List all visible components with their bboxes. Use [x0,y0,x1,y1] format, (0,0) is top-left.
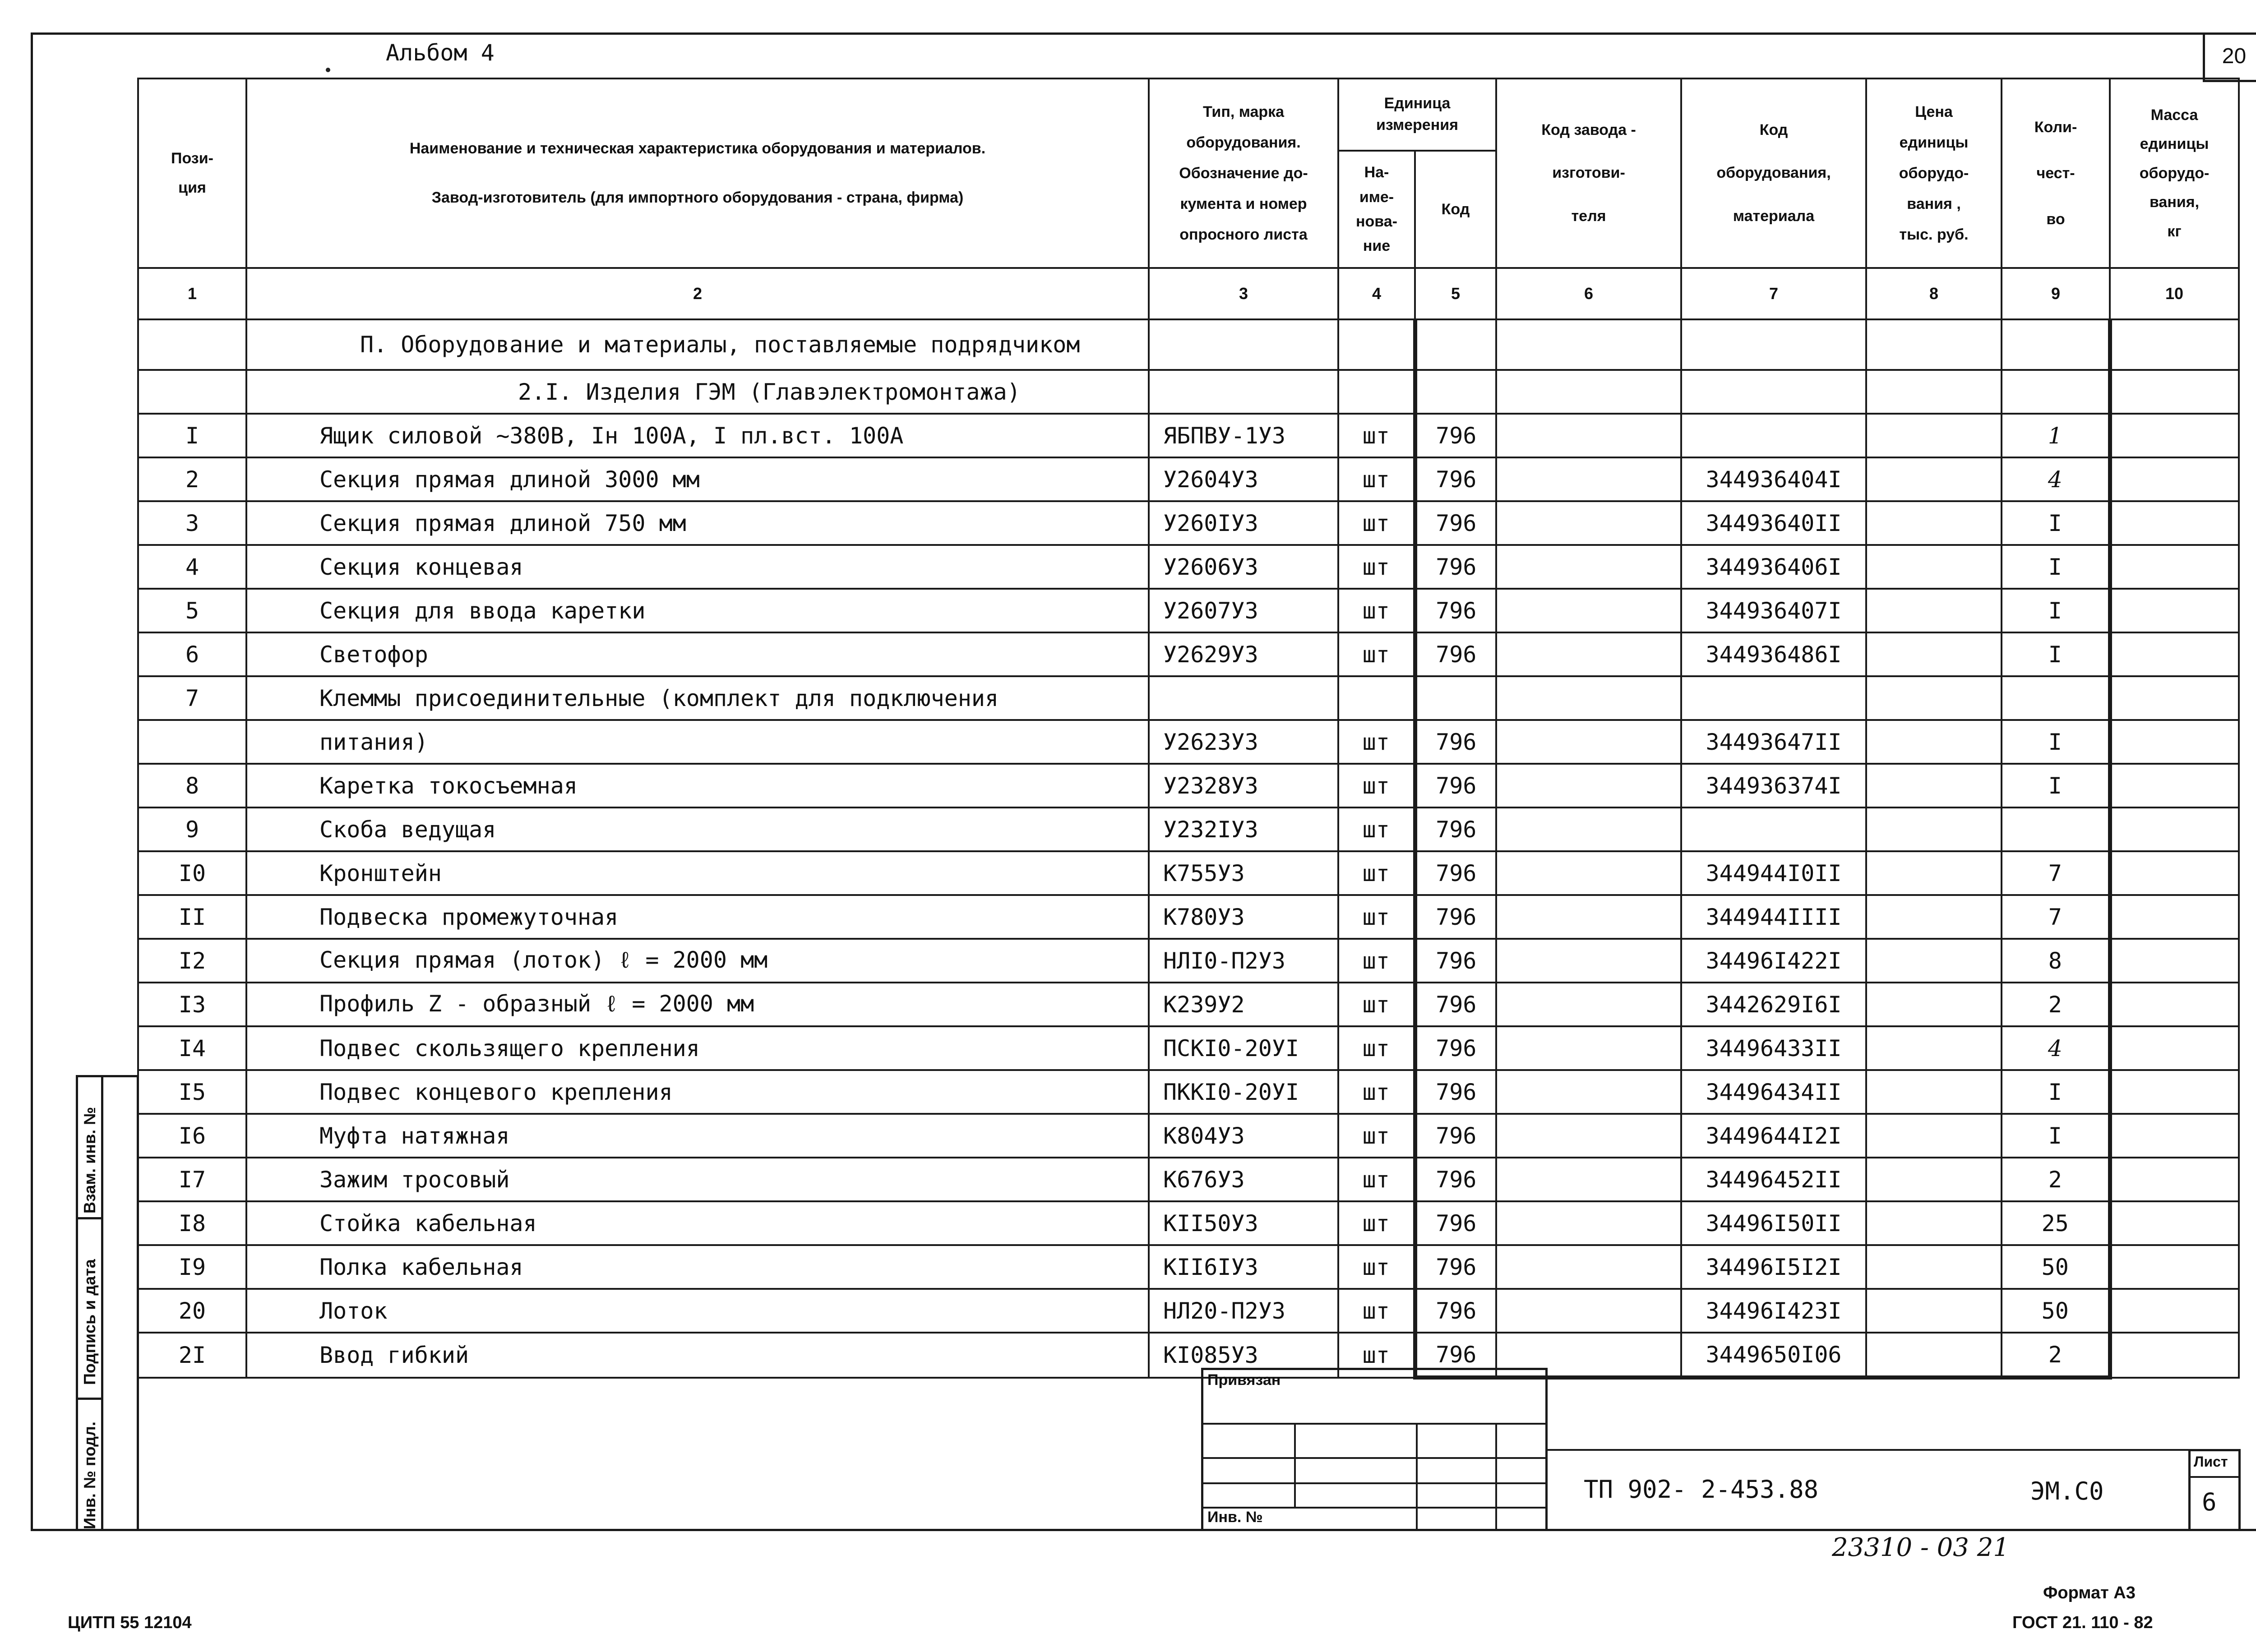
cell-type: У232IУ3 [1149,808,1338,851]
table-body [138,319,2239,1378]
cell-type: К755У3 [1149,851,1338,895]
cell-item_code: 34493640II [1681,501,1866,545]
table-row [138,808,2239,851]
cell-code: 796 [1415,632,1496,676]
cell-name: Секция прямая длиной 3000 мм [246,457,1149,501]
cell-qty: 2 [2002,1158,2110,1201]
cell-type: У260IУ3 [1149,501,1338,545]
cell-code: 796 [1415,545,1496,589]
cell-type: К804У3 [1149,1114,1338,1158]
cell-pos: 9 [138,808,246,851]
cell-unit: шт [1338,457,1415,501]
cell-mass [2110,1201,2239,1245]
document-mark: ЭМ.С0 [2030,1477,2104,1505]
cell-mass [2110,545,2239,589]
cell-type: К780У3 [1149,895,1338,939]
cell-type: ЯБПВУ-1У3 [1149,414,1338,457]
cell-qty: 7 [2002,895,2110,939]
table-row [138,676,2239,720]
cell-name: Лоток [246,1289,1149,1333]
format-label: Формат А3 [2043,1583,2136,1602]
cell-plant [1496,764,1681,808]
cell-type: КI085У3 [1149,1333,1338,1378]
cell-qty: 2 [2002,1333,2110,1378]
cell-qty: 50 [2002,1245,2110,1289]
table-row [138,1333,2239,1378]
cell-item_code: 3449650I06 [1681,1333,1866,1378]
cell-pos: I6 [138,1114,246,1158]
cell-item_code: 344936404I [1681,457,1866,501]
cell-price [1866,1333,2002,1378]
cell-mass [2110,1158,2239,1201]
cell-item_code: 34496I50II [1681,1201,1866,1245]
cell-mass [2110,414,2239,457]
cell-unit: шт [1338,1114,1415,1158]
cell-code: 796 [1415,1333,1496,1378]
cell-item_code [1681,676,1866,720]
cell-item_code: 34496I423I [1681,1289,1866,1333]
cell-code: 796 [1415,457,1496,501]
colnum-8: 8 [1866,268,2002,319]
cell-mass [2110,1114,2239,1158]
cell-plant [1496,501,1681,545]
cell-price [1866,1201,2002,1245]
cell-plant [1496,545,1681,589]
cell-pos: I [138,414,246,457]
header-unit-code: Код [1415,151,1496,268]
cell-unit: шт [1338,1333,1415,1378]
cell-plant [1496,589,1681,632]
cell-qty: I [2002,501,2110,545]
cell-type: К676У3 [1149,1158,1338,1201]
cell-type: КII50У3 [1149,1201,1338,1245]
cell-plant [1496,1289,1681,1333]
table-row [138,895,2239,939]
cell-pos: I5 [138,1070,246,1114]
label-vzam: Взам. инв. № [80,1107,99,1214]
cell-name: Секция для ввода каретки [246,589,1149,632]
cell-unit: шт [1338,851,1415,895]
cell-item_code: 34493647II [1681,720,1866,764]
cell-unit: шт [1338,983,1415,1026]
cell-plant [1496,1026,1681,1070]
cell-price [1866,808,2002,851]
table-row [138,851,2239,895]
cell-mass [2110,983,2239,1026]
header-quantity: Коли- чест- во [2002,78,2110,268]
cell-pos: 20 [138,1289,246,1333]
cell-unit [1338,676,1415,720]
cell-mass [2110,1289,2239,1333]
table-row [138,1026,2239,1070]
cell-name: Кронштейн [246,851,1149,895]
cell-name: питания) [246,720,1149,764]
cell-item_code: 34496434II [1681,1070,1866,1114]
cell-price [1866,501,2002,545]
sheet-label: Лист [2194,1454,2228,1470]
cell-unit: шт [1338,764,1415,808]
cell-item_code: 34496433II [1681,1026,1866,1070]
cell-plant [1496,983,1681,1026]
cell-qty: I [2002,1114,2110,1158]
cell-price [1866,983,2002,1026]
cell-mass [2110,501,2239,545]
cell-mass [2110,1333,2239,1378]
cell-unit: шт [1338,414,1415,457]
cell-pos: I9 [138,1245,246,1289]
cell-name: Секция прямая (лоток) ℓ = 2000 мм [246,939,1149,983]
cell-type: У2629У3 [1149,632,1338,676]
cell-qty: I [2002,764,2110,808]
gost-label: ГОСТ 21. 110 - 82 [2012,1613,2153,1632]
label-podpis: Подпись и дата [80,1259,99,1385]
cell-item_code: 3442629I6I [1681,983,1866,1026]
cell-price [1866,1289,2002,1333]
cell-price [1866,676,2002,720]
cell-name: Секция прямая длиной 750 мм [246,501,1149,545]
cell-mass [2110,457,2239,501]
cell-mass [2110,1070,2239,1114]
cell-unit: шт [1338,808,1415,851]
cell-pos: I0 [138,851,246,895]
cell-code: 796 [1415,1289,1496,1333]
table-row [138,501,2239,545]
cell-pos: I8 [138,1201,246,1245]
cell-code: 796 [1415,720,1496,764]
colnum-5: 5 [1415,268,1496,319]
archive-number: 23310 - 03 21 [1832,1533,2009,1562]
cell-code [1415,676,1496,720]
cell-plant [1496,808,1681,851]
cell-mass [2110,676,2239,720]
cell-code: 796 [1415,808,1496,851]
cell-qty: I [2002,1070,2110,1114]
cell-code: 796 [1415,1026,1496,1070]
cell-mass [2110,1026,2239,1070]
table-row [138,1114,2239,1158]
cell-plant [1496,720,1681,764]
specification-table [137,78,2240,1382]
cell-pos: II [138,895,246,939]
subsection-row [138,370,2239,414]
cell-name: Подвес концевого крепления [246,1070,1149,1114]
cell-pos: 5 [138,589,246,632]
table-row [138,1158,2239,1201]
cell-type: НЛ20-П2У3 [1149,1289,1338,1333]
ink-dot [326,68,330,72]
cell-name: Стойка кабельная [246,1201,1149,1245]
cell-unit: шт [1338,501,1415,545]
header-item-code: Код оборудования, материала [1681,78,1866,268]
cell-mass [2110,589,2239,632]
cell-code: 796 [1415,983,1496,1026]
cell-code: 796 [1415,764,1496,808]
header-plant-code: Код завода - изготови- теля [1496,78,1681,268]
cell-qty: I [2002,632,2110,676]
cell-unit: шт [1338,1289,1415,1333]
cell-mass [2110,895,2239,939]
cell-mass [2110,764,2239,808]
cell-name: Муфта натяжная [246,1114,1149,1158]
cell-unit: шт [1338,939,1415,983]
cell-pos: I7 [138,1158,246,1201]
cell-unit: шт [1338,720,1415,764]
cell-name: Ввод гибкий [246,1333,1149,1378]
cell-item_code: 34496I5I2I [1681,1245,1866,1289]
page-number: 20 [2203,32,2256,82]
cell-pos: 2I [138,1333,246,1378]
cell-price [1866,457,2002,501]
cell-pos: 8 [138,764,246,808]
cell-type: У2604У3 [1149,457,1338,501]
cell-mass [2110,720,2239,764]
cell-qty: 4 [2002,1026,2110,1070]
cell-item_code: 34496I422I [1681,939,1866,983]
cell-pos [138,720,246,764]
table-row [138,720,2239,764]
colnum-2: 2 [246,268,1149,319]
cell-item_code: 344936407I [1681,589,1866,632]
cintp-label: ЦИТП 55 12104 [68,1613,192,1632]
cell-price [1866,589,2002,632]
cell-price [1866,1158,2002,1201]
cell-pos: 4 [138,545,246,589]
cell-plant [1496,414,1681,457]
cell-unit: шт [1338,632,1415,676]
cell-qty: 50 [2002,1289,2110,1333]
header-unit: Единица измерения [1338,78,1496,151]
cell-code: 796 [1415,1114,1496,1158]
cell-item_code: 344944I0II [1681,851,1866,895]
header-mass: Масса единицы оборудо- вания, кг [2110,78,2239,268]
cell-pos: 6 [138,632,246,676]
table-tail [138,1378,2239,1382]
cell-code: 796 [1415,589,1496,632]
cell-name: Клеммы присоединительные (комплект для подключения [246,676,1149,720]
cell-pos: I4 [138,1026,246,1070]
cell-item_code [1681,414,1866,457]
cell-pos: I2 [138,939,246,983]
cell-plant [1496,457,1681,501]
cell-price [1866,851,2002,895]
colnum-7: 7 [1681,268,1866,319]
cell-name: Подвеска промежуточная [246,895,1149,939]
cell-plant [1496,939,1681,983]
cell-name: Ящик силовой ~380В, Iн 100А, I пл.вст. 100А [246,414,1149,457]
cell-unit: шт [1338,1201,1415,1245]
cell-type: У2623У3 [1149,720,1338,764]
cell-code: 796 [1415,1201,1496,1245]
colnum-6: 6 [1496,268,1681,319]
table-row [138,545,2239,589]
table-row [138,457,2239,501]
cell-name: Профиль Z - образный ℓ = 2000 мм [246,983,1149,1026]
cell-name: Светофор [246,632,1149,676]
table-row [138,1289,2239,1333]
cell-unit: шт [1338,545,1415,589]
album-label: Альбом 4 [386,40,495,66]
table-row [138,632,2239,676]
cell-unit: шт [1338,1158,1415,1201]
cell-type: ПККI0-20УI [1149,1070,1338,1114]
cell-type: К239У2 [1149,983,1338,1026]
cell-item_code: 344944IIII [1681,895,1866,939]
header-position: Пози- ция [138,78,246,268]
cell-price [1866,1026,2002,1070]
table-row [138,414,2239,457]
cell-qty [2002,676,2110,720]
header-price: Цена единицы оборудо- вания , тыс. руб. [1866,78,2002,268]
cell-name: Зажим тросовый [246,1158,1149,1201]
cell-unit: шт [1338,1026,1415,1070]
cell-price [1866,895,2002,939]
cell-mass [2110,851,2239,895]
cell-qty: I [2002,589,2110,632]
header-unit-name: На- име- нова- ние [1338,151,1415,268]
cell-name: Скоба ведущая [246,808,1149,851]
cell-qty: 7 [2002,851,2110,895]
cell-name: Полка кабельная [246,1245,1149,1289]
cell-item_code: 3449644I2I [1681,1114,1866,1158]
colnum-4: 4 [1338,268,1415,319]
cell-plant [1496,1201,1681,1245]
table-row [138,1201,2239,1245]
cell-code: 796 [1415,895,1496,939]
cell-item_code: 34496452II [1681,1158,1866,1201]
cell-item_code [1681,808,1866,851]
table-row [138,764,2239,808]
cell-name: Подвес скользящего крепления [246,1026,1149,1070]
cell-code: 796 [1415,851,1496,895]
cell-code: 796 [1415,1245,1496,1289]
colnum-9: 9 [2002,268,2110,319]
sheet-number: 6 [2202,1488,2217,1516]
cell-pos: I3 [138,983,246,1026]
cell-name: Каретка токосъемная [246,764,1149,808]
cell-qty: 8 [2002,939,2110,983]
cell-name: Секция концевая [246,545,1149,589]
cell-price [1866,545,2002,589]
cell-qty: I [2002,545,2110,589]
colnum-1: 1 [138,268,246,319]
cell-price [1866,720,2002,764]
cell-item_code: 344936406I [1681,545,1866,589]
table-row [138,589,2239,632]
side-divider [101,1075,103,1531]
cell-plant [1496,895,1681,939]
cell-price [1866,1070,2002,1114]
cell-plant [1496,1245,1681,1289]
cell-unit: шт [1338,589,1415,632]
cell-plant [1496,851,1681,895]
cell-plant [1496,676,1681,720]
cell-pos: 7 [138,676,246,720]
cell-code: 796 [1415,939,1496,983]
cell-plant [1496,1158,1681,1201]
cell-mass [2110,1245,2239,1289]
cell-item_code: 344936486I [1681,632,1866,676]
table-row [138,1070,2239,1114]
cell-code: 796 [1415,1158,1496,1201]
table-row [138,1245,2239,1289]
cell-code: 796 [1415,501,1496,545]
cell-qty: 4 [2002,457,2110,501]
inv-no-label: Инв. № [1207,1509,1263,1526]
header-type: Тип, марка оборудования. Обозначение до- кумента и номер опросного листа [1149,78,1338,268]
cell-price [1866,939,2002,983]
cell-unit: шт [1338,895,1415,939]
cell-plant [1496,1070,1681,1114]
privyazan-label: Привязан [1207,1371,1281,1389]
cell-mass [2110,632,2239,676]
cell-price [1866,1114,2002,1158]
section-row [138,319,2239,370]
subsection-title: 2.I. Изделия ГЭМ (Главэлектромонтажа) [246,370,1149,414]
cell-code: 796 [1415,1070,1496,1114]
cell-qty: 2 [2002,983,2110,1026]
cell-type: ПСКI0-20УI [1149,1026,1338,1070]
cell-type: НЛI0-П2У3 [1149,939,1338,983]
colnum-3: 3 [1149,268,1338,319]
label-inv: Инв. № подл. [80,1421,99,1529]
cell-price [1866,764,2002,808]
cell-qty [2002,808,2110,851]
cell-price [1866,414,2002,457]
cell-unit: шт [1338,1070,1415,1114]
cell-price [1866,1245,2002,1289]
header-name: Наименование и техническая характеристика оборудования и материалов. Завод-изготовитель (для импортного оборудования - страна, фирма) [246,78,1149,268]
cell-price [1866,632,2002,676]
table-row [138,939,2239,983]
cell-plant [1496,632,1681,676]
colnum-10: 10 [2110,268,2239,319]
table-row [138,983,2239,1026]
cell-type: У2607У3 [1149,589,1338,632]
cell-item_code: 344936374I [1681,764,1866,808]
cell-pos: 2 [138,457,246,501]
document-code: ТП 902- 2-453.88 [1584,1475,1819,1504]
section-title: П. Оборудование и материалы, поставляемые подрядчиком [246,319,1149,370]
column-numbers-row [138,268,2239,319]
cell-type: У2606У3 [1149,545,1338,589]
cell-type: У2328У3 [1149,764,1338,808]
cell-qty: 25 [2002,1201,2110,1245]
cell-type: КII6IУ3 [1149,1245,1338,1289]
cell-plant [1496,1114,1681,1158]
cell-pos: 3 [138,501,246,545]
cell-qty: I [2002,720,2110,764]
cell-unit: шт [1338,1245,1415,1289]
cell-mass [2110,939,2239,983]
cell-type [1149,676,1338,720]
cell-qty: 1 [2002,414,2110,457]
cell-mass [2110,808,2239,851]
cell-code: 796 [1415,414,1496,457]
